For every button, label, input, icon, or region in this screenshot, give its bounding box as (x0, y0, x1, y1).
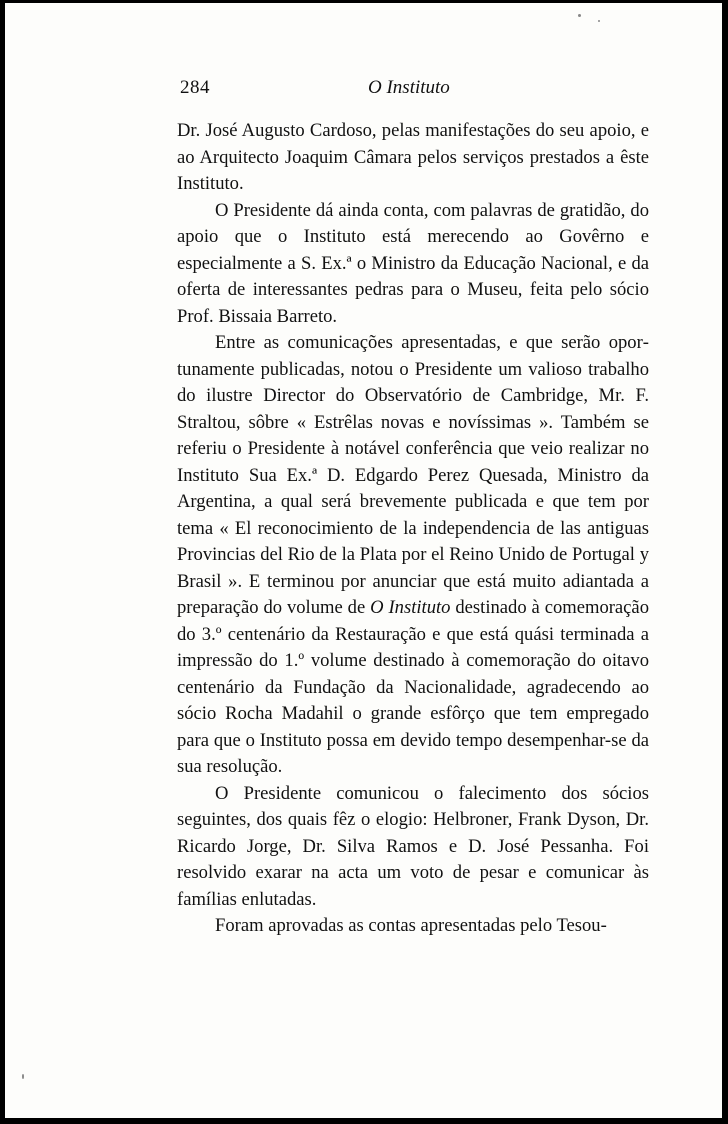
paragraph-3-part-1: Entre as comunicações apresentadas, e que serão oportunamente publicadas, notou o Presidente um valioso trabalho do ilustre Director do Observatório de Cambridge, Mr. F. Straltou, sôbre « Estrêlas novas e novíssimas ». Também se referiu o Presidente à notável conferência que veio realizar no Instituto Sua Ex.ª D. Edgardo Perez Quesada, Ministro da Argentina, a qual será brevemente publicada e que tem por tema « El reconocimiento de la independencia de las antiguas Provincias del Rio de la Plata por el Reino Unido de Portugal y Brasil ». E terminou por anunciar que está muito adiantada a preparação do volume de (177, 332, 649, 618)
paragraph-3 (177, 330, 649, 781)
paragraph-1: Dr. José Augusto Cardoso, pelas manifestações do seu apoio, e ao Arquitecto Joaquim Câmara pelos serviços prestados a êste Instituto. (177, 120, 649, 194)
publication-title: O Instituto (370, 597, 451, 618)
paragraph-3-part-2: destinado à comemoração do 3.º centenário da Restauração e que está quási terminada a impressão do 1.º volume destinado à comemoração do oitavo centenário da Fundação da Nacionalidade, agradecendo ao sócio Rocha Madahil o grande esfôrço que tem empregado para que o Instituto possa em devido tempo desempenhar-se da sua resolução. (177, 597, 649, 777)
paragraph-2: O Presidente dá ainda conta, com palavras de gratidão, do apoio que o Instituto está merecendo ao Govêrno e especialmente a S. Ex.ª o Ministro da Educação Nacional, e da oferta de interessantes pedras para o Museu, feita pelo sócio Prof. Bissaia Barreto. (177, 199, 649, 327)
paragraph-5: Foram aprovadas as contas apresentadas pelo Tesou- (215, 915, 607, 936)
ink-speck (22, 1074, 24, 1079)
ink-speck (598, 20, 600, 22)
running-title: O Instituto (368, 77, 450, 98)
ink-speck (578, 14, 581, 17)
body-text (177, 118, 649, 940)
page-number: 284 (180, 77, 210, 98)
running-head (0, 77, 728, 103)
paragraph-4: O Presidente comunicou o falecimento dos sócios seguintes, dos quais fêz o elogio: Helbroner, Frank Dyson, Dr. Ricardo Jorge, Dr. Silva Ramos e D. José Pessanha. Foi resolvido exarar na acta um voto de pesar e comunicar às famílias enlutadas. (177, 782, 649, 910)
